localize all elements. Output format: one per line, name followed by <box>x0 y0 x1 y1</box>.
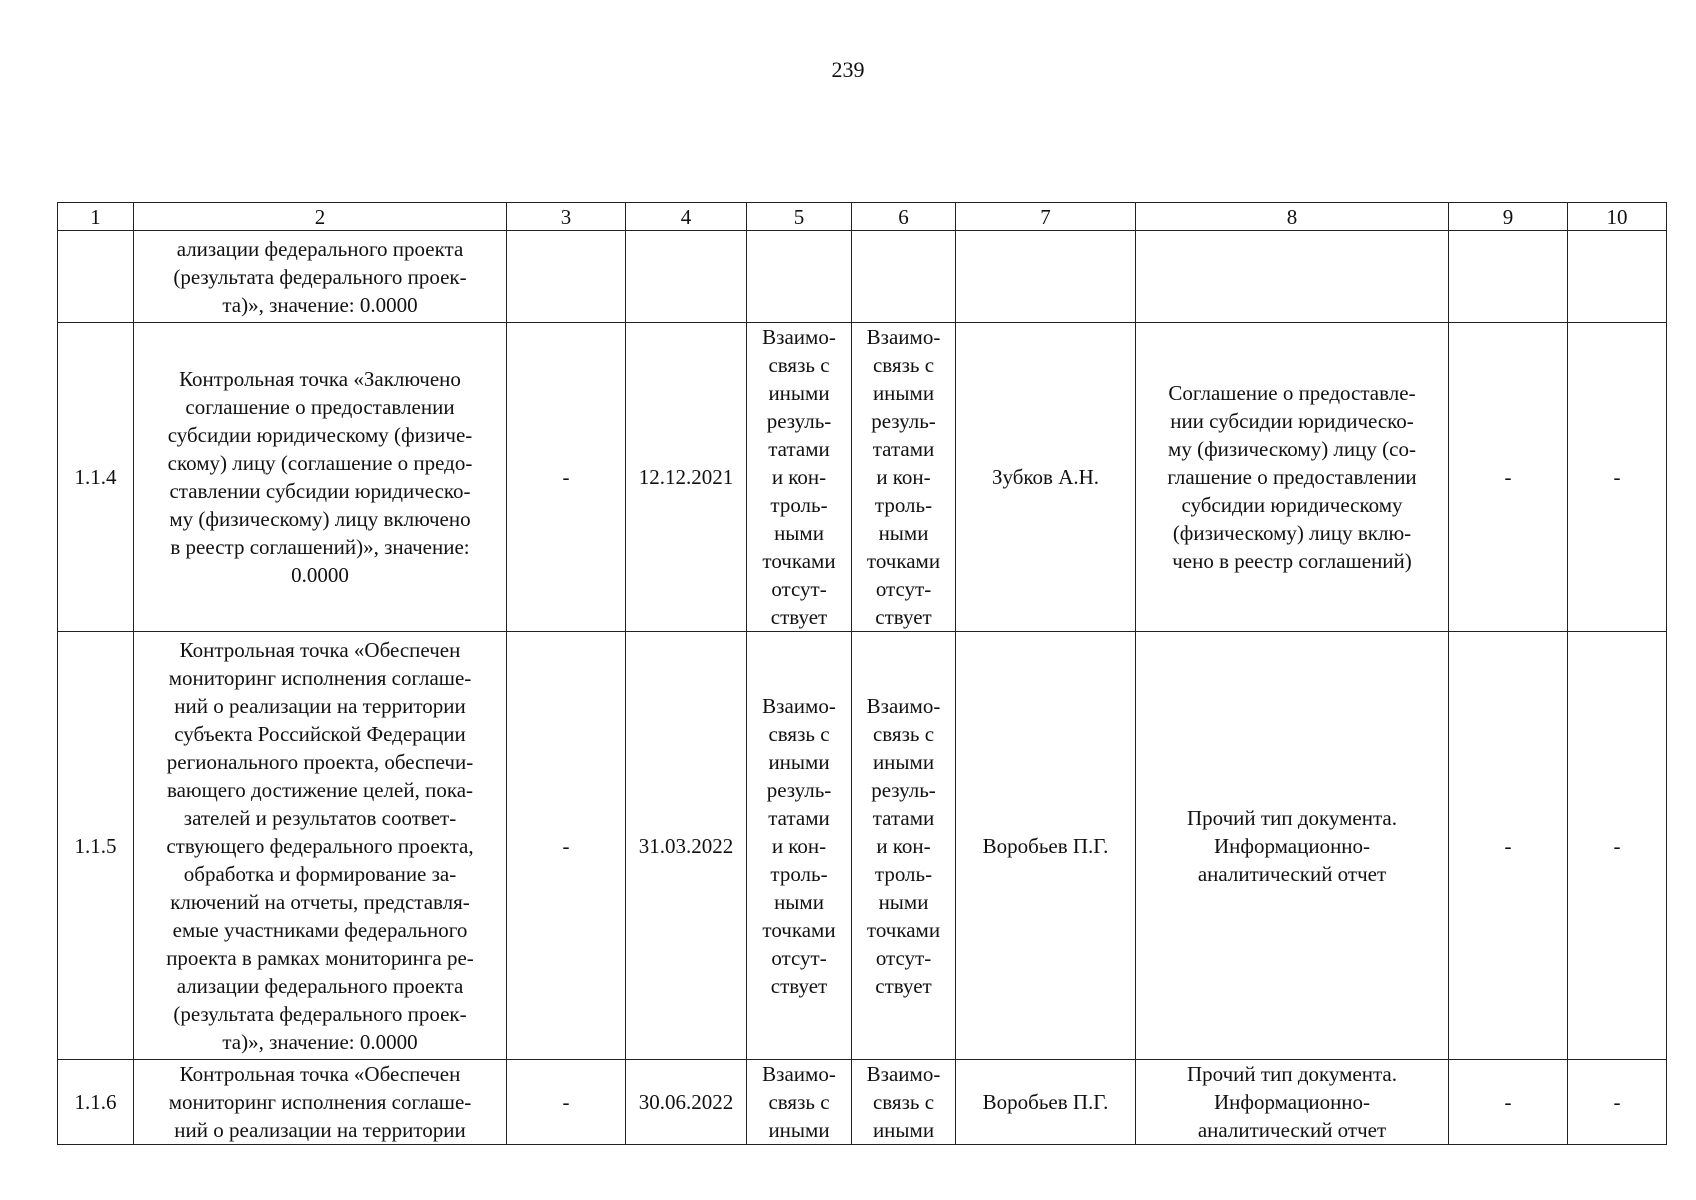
table-header-row <box>58 203 1667 231</box>
relation-cell: Взаимо- связь с иными резуль- татами и кон- троль- ными точками отсут- ствует <box>852 323 956 632</box>
relation-cell: Взаимо- связь с иными <box>747 1060 852 1145</box>
date-cell: 30.06.2022 <box>626 1060 747 1145</box>
document-type-cell <box>1136 231 1449 323</box>
document-type-cell: Прочий тип документа. Информационно- аналитический отчет <box>1136 632 1449 1060</box>
column-header: 10 <box>1568 203 1667 231</box>
table-row <box>58 323 1667 632</box>
table-cell: - <box>1449 1060 1568 1145</box>
table-cell: - <box>507 323 626 632</box>
relation-cell: Взаимо- связь с иными резуль- татами и кон- троль- ными точками отсут- ствует <box>852 632 956 1060</box>
description-cell: Контрольная точка «Обеспечен мониторинг исполнения соглаше- ний о реализации на территории <box>134 1060 507 1145</box>
table-cell <box>507 231 626 323</box>
relation-cell: Взаимо- связь с иными резуль- татами и кон- троль- ными точками отсут- ствует <box>747 323 852 632</box>
table-cell <box>1568 231 1667 323</box>
column-header: 4 <box>626 203 747 231</box>
table-row <box>58 632 1667 1060</box>
column-header: 6 <box>852 203 956 231</box>
column-header: 9 <box>1449 203 1568 231</box>
table-cell: - <box>1449 632 1568 1060</box>
column-header: 7 <box>956 203 1136 231</box>
date-cell: 12.12.2021 <box>626 323 747 632</box>
page-number: 239 <box>831 57 865 82</box>
row-number-cell: 1.1.5 <box>58 632 134 1060</box>
description-cell: ализации федерального проекта (результата федерального проек- та)», значение: 0.0000 <box>134 231 507 323</box>
table-cell: - <box>1568 632 1667 1060</box>
column-header: 5 <box>747 203 852 231</box>
responsible-cell: Воробьев П.Г. <box>956 1060 1136 1145</box>
relation-cell: Взаимо- связь с иными <box>852 1060 956 1145</box>
column-header: 2 <box>134 203 507 231</box>
row-number-cell: 1.1.6 <box>58 1060 134 1145</box>
column-header: 3 <box>507 203 626 231</box>
table-cell: - <box>507 632 626 1060</box>
document-type-cell: Соглашение о предоставле- нии субсидии юридическо- му (физическому) лицу (со- глашение о предоставлении субсидии юридическому (физическому) лицу вклю- чено в реестр соглашений) <box>1136 323 1449 632</box>
responsible-cell: Зубков А.Н. <box>956 323 1136 632</box>
column-header: 8 <box>1136 203 1449 231</box>
table-row <box>58 1060 1667 1145</box>
row-number-cell <box>58 231 134 323</box>
responsible-cell: Воробьев П.Г. <box>956 632 1136 1060</box>
row-number-cell: 1.1.4 <box>58 323 134 632</box>
date-cell: 31.03.2022 <box>626 632 747 1060</box>
description-cell: Контрольная точка «Заключено соглашение о предоставлении субсидии юридическому (физиче- скому) лицу (соглашение о предо- ставлении субсидии юридическо- му (физическому) лицу включено в реестр соглашений)», значение: 0.0000 <box>134 323 507 632</box>
table-cell: - <box>1449 323 1568 632</box>
table-cell: - <box>1568 1060 1667 1145</box>
document-type-cell: Прочий тип документа. Информационно- аналитический отчет <box>1136 1060 1449 1145</box>
column-header: 1 <box>58 203 134 231</box>
responsible-cell <box>956 231 1136 323</box>
relation-cell <box>747 231 852 323</box>
table-cell: - <box>1568 323 1667 632</box>
relation-cell: Взаимо- связь с иными резуль- татами и кон- троль- ными точками отсут- ствует <box>747 632 852 1060</box>
control-points-table <box>57 202 1667 1145</box>
relation-cell <box>852 231 956 323</box>
table-cell <box>1449 231 1568 323</box>
description-cell: Контрольная точка «Обеспечен мониторинг исполнения соглаше- ний о реализации на территории субъекта Российской Федерации регионального проекта, обеспечи- вающего достижение целей, пока- зателей и результатов соответ- ствующего федерального проекта, обработка и формирование за- ключений на отчеты, представля- емые участниками федерального проекта в рамках мониторинга ре- ализации федерального проекта (результата федерального проек- та)», значение: 0.0000 <box>134 632 507 1060</box>
table-row <box>58 231 1667 323</box>
date-cell <box>626 231 747 323</box>
table-cell: - <box>507 1060 626 1145</box>
